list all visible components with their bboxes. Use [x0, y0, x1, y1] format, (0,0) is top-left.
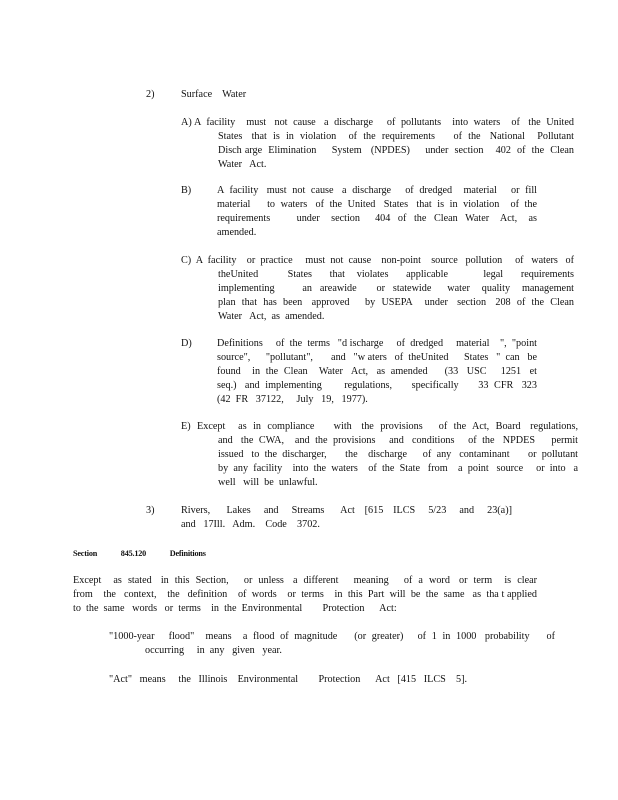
definition-1000-year-flood: "1000-year flood" means a flood of magnitude (or greater) of 1 in 1000 probability of occurring in any given year. [109, 631, 563, 656]
subitem-c: C) A facility or practice must not cause non-point source pollution of waters of theUnited States that violates applicable legal requirements implementing an areawide or statewide water quality management plan that has been approved by USEPA under section 208 of the Clean Water Act, as amended. [181, 255, 595, 322]
section-heading [73, 547, 206, 561]
section-title: Definitions [169, 549, 206, 558]
definition-act: "Act" means the Illinois Environmental Protection Act [415 ILCS 5]. [109, 674, 468, 685]
subitem-b-label: B) [181, 185, 192, 196]
item-number-2: 2) [146, 89, 155, 100]
item-3-rivers-lakes-streams: Rivers, Lakes and Streams Act [615 ILCS 5/23 and 23(a)] and 17Ill. Adm. Code 3702. [181, 505, 525, 530]
subitem-a: A) A facility must not cause a discharge of pollutants into waters of the United States that is in violation of the requirements of the National Pollutant Disch arge Elimination System (NPDES) under section 402 of the Clean Water Act. [181, 117, 585, 170]
subitem-d: Definitions of the terms "d ischarge of dredged material ", "point source", "pollutant", and "w aters of theUnited States " can be found in the Clean Water Act, as amended (33 USC 1251 et seq.) and implementing regulations, specifically 33 CFR 323 (42 FR 37122, July 19, 1977). [217, 338, 548, 405]
intro-paragraph: Except as stated in this Section, or unless a different meaning of a word or term is clear from the context, the definition of words or terms in this Part will be the same as tha t applied to the same words or terms in the Environmental Protection Act: [73, 575, 548, 614]
section-label: Section [73, 549, 98, 558]
subitem-e: E) Except as in compliance with the provisions of the Act, Board regulations, and the CWA, and the provisions and conditions of the NPDES permit issued to the discharger, the discharge of any contaminant or pollutant by any facility into the waters of the State from a point source or into a well will be unlawful. [181, 421, 596, 488]
item-number-3: 3) [146, 505, 155, 516]
section-number: 845.120 [120, 549, 147, 558]
subitem-d-label: D) [181, 338, 192, 349]
subitem-b: A facility must not cause a discharge of dredged material or fill material to waters of the United States that is in violation of the requirements under section 404 of the Clean Water Act, as amended. [217, 185, 545, 238]
item-title-surface-water: Surface Water [181, 89, 247, 100]
